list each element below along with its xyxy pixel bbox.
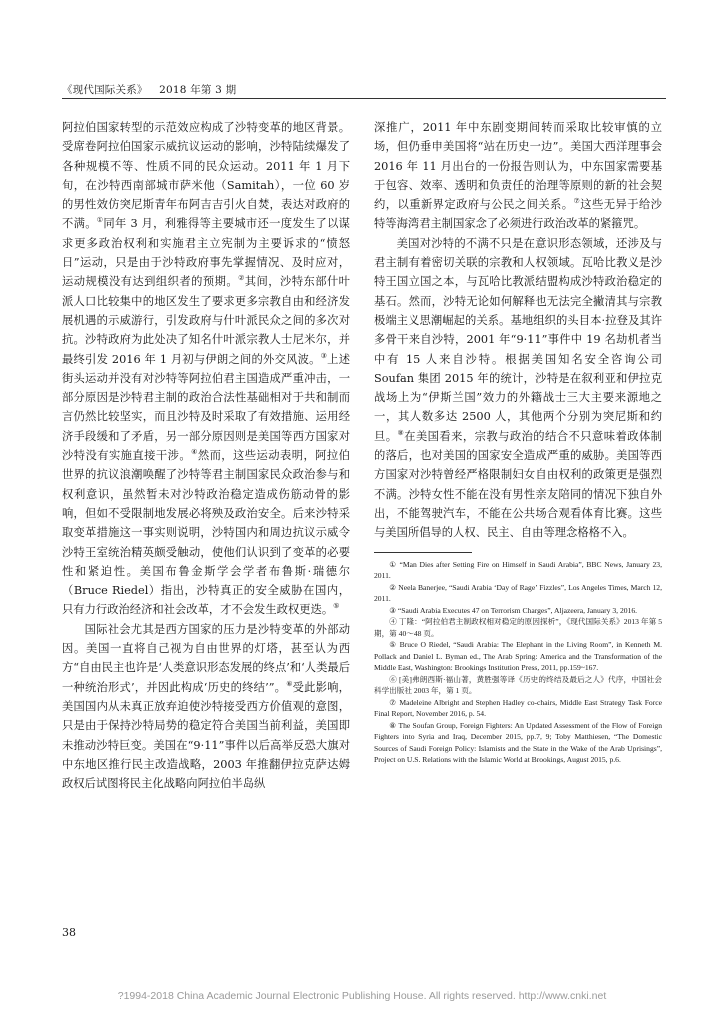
footnote: ⑤ Bruce O Riedel, “Saudi Arabia: The Elephant in the Living Room”, in Kenneth M. Pollack and Daniel L. Byman ed., The Arab Spring: America and the Transformation of the Middle East, Washington: Brookings Institution Press, 2011, pp.159~167. — [374, 640, 662, 673]
footnote: ⑦ Madeleine Albright and Stephen Hadley co-chairs, Middle East Strategy Task Force Final Report, November 2016, p. 54. — [374, 697, 662, 719]
right-column — [374, 118, 662, 766]
paragraph: 阿拉伯国家转型的示范效应构成了沙特变革的地区背景。受席卷阿拉伯国家示威抗议运动的影响，沙特陆续爆发了各种规模不等、性质不同的民众运动。2011 年 1 月下旬，在沙特西南部城市萨米他（Samitah），一位 60 岁的男性效仿突尼斯青年布阿吉吉引火自焚，表达对政府的不满。①同年 3 月，利雅得等主要城市还一度发生了以谋求更多政治权利和实施君主立宪制为主要诉求的“愤怒日”运动，只是由于沙特政府事先掌握情况、及时应对，运动规模没有达到组织者的预期。②其间，沙特东部什叶派人口比较集中的地区发生了要求更多宗教自由和经济发展机遇的示威游行，引发政府与什叶派民众之间的多次对抗。沙特政府为此处决了知名什叶派宗教人士尼米尔，并最终引发 2016 年 1 月初与伊朗之间的外交风波。③上述街头运动并没有对沙特等阿拉伯君主国造成严重冲击，一部分原因是沙特君主制的政治合法性基础相对于共和制而言仍然比较坚实，而且沙特及时采取了有效措施、运用经济手段缓和了矛盾，另一部分原因则是美国等西方国家对沙特没有实施直接干涉。④然而，这些运动表明，阿拉伯世界的抗议浪潮唤醒了沙特等君主制国家民众政治参与和权利意识，虽然暂未对沙特政治稳定造成伤筋动骨的影响，但如不受限制地发展必将殃及政治安全。后来沙特采取变革措施这一事实则说明，沙特国内和周边抗议示威令沙特王室统治精英颇受触动，使他们认识到了变革的必要性和紧迫性。美国布鲁金斯学会学者布鲁斯·瑞德尔（Bruce Riedel）指出，沙特真正的安全威胁在国内，只有力行政治经济和社会改革，才不会发生政权更迭。⑤ — [62, 121, 350, 617]
footnote: ⑧ The Soufan Group, Foreign Fighters: An Updated Assessment of the Flow of Foreign Fighters into Syria and Iraq, December 2015, pp.7, 9; Toby Matthiesen, “The Domestic Sources of Saudi Foreign Policy: Islamists and the State in the Wake of the Arab Uprisings”, Project on U.S. Relations with the Islamic World at Brookings, August 2015, p.6. — [374, 720, 662, 765]
issue-label: 2018 年第 3 期 — [159, 84, 237, 96]
footnote: ⑥ [美]弗朗西斯·福山著，黄胜强等译《历史的终结及最后之人》代序，中国社会科学出版社 2003 年，第 1 页。 — [374, 674, 662, 696]
paragraph: 美国对沙特的不满不只是在意识形态领域，还涉及与君主制有着密切关联的宗教和人权领域。瓦哈比教义是沙特王国立国之本，与瓦哈比教派结盟构成沙特政治稳定的基石。然而，沙特无论如何解释也无法完全撇清其与宗教极端主义思潮崛起的关系。基地组织的头目本·拉登及其许多骨干来自沙特，2001 年“9·11”事件中 19 名劫机者当中有 15 人来自沙特。根据美国知名安全咨询公司 Soufan 集团 2015 年的统计，沙特是在叙利亚和伊拉克战场上为“伊斯兰国”效力的外籍战士三大主要来源地之一，其人数多达 2500 人，其他两个分别为突尼斯和约旦。⑧在美国看来，宗教与政治的结合不只意味着政体制的落后，也对美国的国家安全造成严重的威胁。美国等西方国家对沙特曾经严格限制妇女自由权利的政策更是强烈不满。沙特女性不能在没有男性亲友陪同的情况下独自外出，不能驾驶汽车，不能在公共场合观看体育比赛。这些与美国所倡导的人权、民主、自由等理念格格不入。 — [374, 236, 662, 540]
footnotes — [374, 559, 662, 766]
left-column — [62, 118, 350, 793]
footnote: ① “Man Dies after Setting Fire on Himself in Saudi Arabia”, BBC News, January 23, 2011. — [374, 559, 662, 581]
footnote: ④ 丁隆：“阿拉伯君主制政权相对稳定的原因探析”，《现代国际关系》2013 年第 5 期，第 40～48 页。 — [374, 617, 662, 638]
journal-title: 《现代国际关系》 — [62, 84, 148, 96]
running-header — [62, 82, 236, 97]
paragraph: 国际社会尤其是西方国家的压力是沙特变革的外部动因。美国一直将自己视为自由世界的灯塔，甚至认为西方“自由民主也许是‘人类意识形态发展的终点’和‘人类最后一种统治形式’，并因此构成‘历史的终结’”。⑥受此影响，美国国内从未真正放弃迫使沙特接受西方价值观的意图，只是由于保持沙特局势的稳定符合美国当前利益，美国即未推动沙特巨变。美国在“9·11”事件以后高举反恐大旗对中东地区推行民主改造战略，2003 年推翻伊拉克萨达姆政权后试图将民主化战略向阿拉伯半岛纵 — [62, 622, 350, 791]
copyright-notice: ?1994-2018 China Academic Journal Electronic Publishing House. All rights reserved. http://www.cnki.net — [117, 990, 607, 1002]
footnote: ③ “Saudi Arabia Executes 47 on Terrorism Charges”, Aljazeera, January 3, 2016. — [389, 605, 638, 615]
footnote: ② Neela Banerjee, “Saudi Arabia ‘Day of Rage’ Fizzles”, Los Angeles Times, March 12, 2011. — [374, 582, 662, 604]
paragraph: 深推广，2011 年中东剧变期间转而采取比较审慎的立场，但仍垂申美国将“站在历史一边”。美国大西洋理事会 2016 年 11 月出台的一份报告则认为，中东国家需要基于包容、效率、透明和负责任的治理等原则的新的社会契约，以重新界定政府与公民之间关系。⑦这些无异于给沙特等海湾君主制国家念了必须进行政治改革的紧箍咒。 — [374, 121, 662, 231]
page-number: 38 — [62, 926, 76, 939]
header-rule — [62, 98, 666, 99]
footnote-rule — [374, 552, 472, 553]
